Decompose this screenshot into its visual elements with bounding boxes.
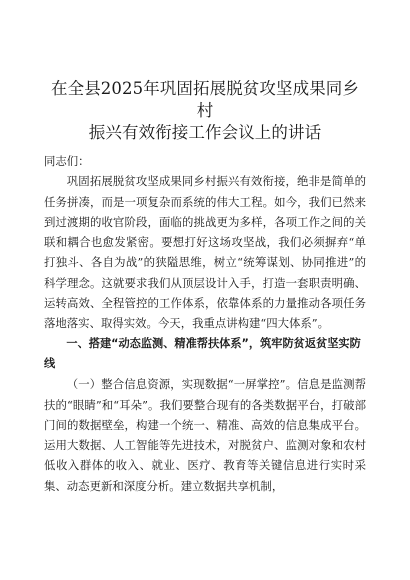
greeting: 同志们： [44, 154, 90, 168]
title-line-2: 振兴有效衔接工作会议上的讲话 [88, 123, 322, 142]
paragraph-section-1-1: （一）整合信息资源，实现数据“一屏掌控”。信息是监测帮扶的“眼睛”和“耳朵”。我们要整合现有的各类数据平台，打破部门间的数据壁垒，构建一个统一、精准、高效的信息集成平台。运用大数据、人工智能等先进技术，对脱贫户、监测对象和农村低收入群体的收入、就业、医疗、教育等关键信息进行实时采集、动态更新和深度分析。建立数据共享机制， [44, 377, 366, 493]
paragraph-intro: 巩固拓展脱贫攻坚成果同乡村振兴有效衔接，绝非是简单的任务拼凑，而是一项复杂而系统的伟大工程。如今，我们已然来到过渡期的收官阶段，面临的挑战更为多样，各项工作之间的关联和耦合也愈发紧密。要想打好这场攻坚战，我们必须摒弃“单打独斗、各自为战”的狭隘思维，树立“统筹谋划、协同推进”的科学理念。这就要求我们从顶层设计入手，打造一套职责明确、运转高效、全程管控的工作体系，依靠体系的力量推动各项任务落地落实、取得实效。今天，我重点讲构建“四大体系”。 [44, 174, 366, 331]
speech-title [44, 78, 366, 144]
section-heading-1: 一、搭建“动态监测、精准帮扶体系”，筑牢防贫返贫坚实防线 [44, 336, 361, 370]
title-line-1: 在全县2025年巩固拓展脱贫攻坚成果同乡村 [51, 79, 359, 120]
